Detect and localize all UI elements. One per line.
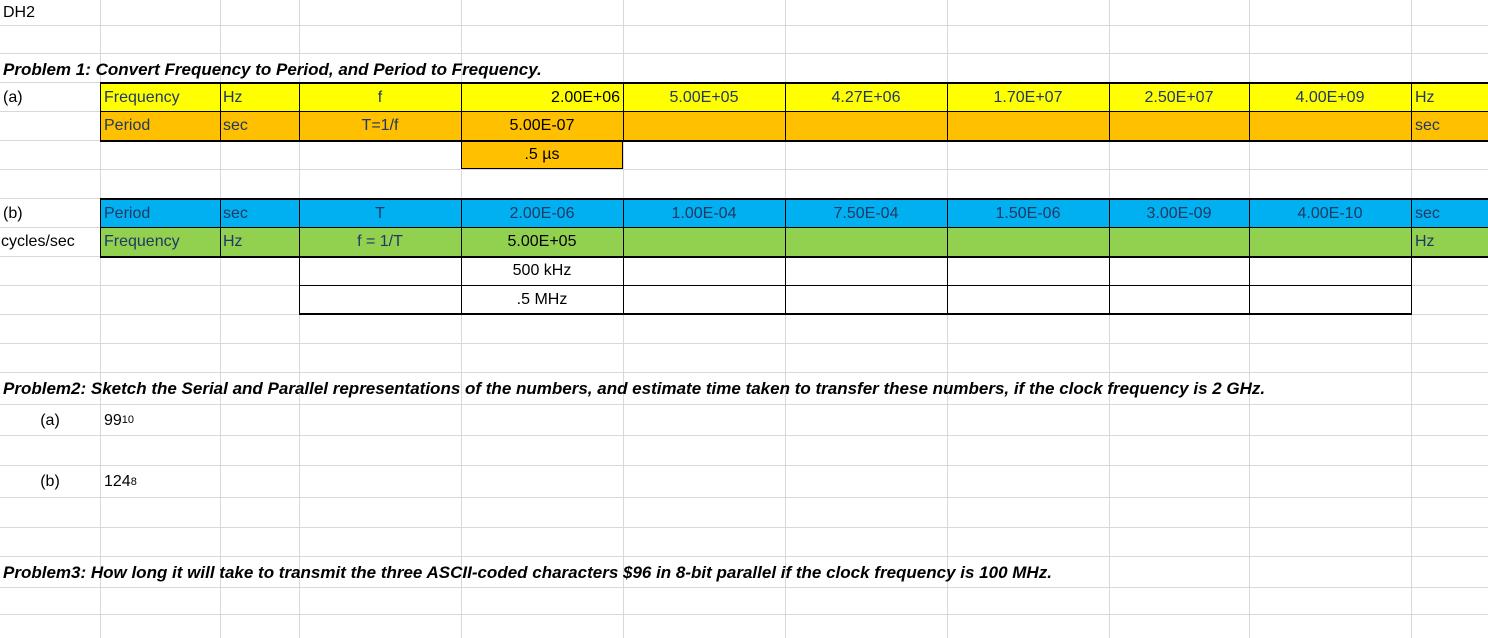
base-10: 10: [121, 414, 135, 426]
number-99: 99: [104, 411, 122, 429]
gridline-horizontal-19: [0, 556, 1488, 557]
border-a-v9: [1249, 82, 1250, 141]
gridline-horizontal-12: [0, 343, 1488, 344]
border-a-v5: [623, 82, 624, 141]
part-a-label[interactable]: (a): [3, 88, 23, 106]
border-b-v7: [947, 198, 948, 314]
cell-sec-unit[interactable]: sec: [223, 117, 248, 134]
gridline-horizontal-15: [0, 435, 1488, 436]
cell-period-b-label[interactable]: Period: [104, 204, 151, 222]
border-a-v7: [947, 82, 948, 141]
gridline-horizontal-18: [0, 527, 1488, 528]
cell-frequency-end-unit[interactable]: Hz: [1415, 88, 1435, 106]
cell-frequency-value-1[interactable]: 2.00E+06: [551, 88, 620, 106]
border-a-note-bot: [461, 168, 623, 169]
cell-formula-f[interactable]: f: [377, 88, 383, 106]
border-b-note-mid: [299, 285, 1412, 286]
cell-period-note[interactable]: .5 µs: [524, 146, 560, 163]
border-a-v6: [785, 82, 786, 141]
border-b-v6: [785, 198, 786, 314]
border-a-v8: [1109, 82, 1110, 141]
cell-sec-b-unit[interactable]: sec: [223, 204, 248, 222]
cell-period-value-1[interactable]: 5.00E-07: [509, 117, 575, 134]
border-a-v4: [461, 82, 462, 141]
cell-note-500khz[interactable]: 500 kHz: [512, 262, 572, 279]
gridline-horizontal-1: [0, 25, 1488, 26]
border-b-v5: [623, 198, 624, 314]
border-a-v2: [220, 82, 221, 141]
border-b-v1: [100, 198, 101, 257]
cell-period-b-value-3[interactable]: 7.50E-04: [833, 204, 899, 222]
border-b-mid: [100, 227, 1488, 228]
border-a-bot: [100, 140, 1488, 142]
border-b-v9: [1249, 198, 1250, 314]
border-a-v1: [100, 82, 101, 141]
border-b-v8: [1109, 198, 1110, 314]
border-b-v10: [1411, 198, 1412, 314]
problem1-heading[interactable]: Problem 1: Convert Frequency to Period, and Period to Frequency.: [3, 59, 542, 79]
border-a-note-r: [622, 141, 623, 169]
border-a-mid: [100, 111, 1488, 112]
cell-formula-t[interactable]: T=1/f: [361, 117, 399, 134]
cell-period-b-value-2[interactable]: 1.00E-04: [671, 204, 737, 222]
part-b-label[interactable]: (b): [3, 204, 23, 222]
border-b-note-bot: [299, 313, 1412, 315]
cell-frequency-b-label[interactable]: Frequency: [104, 233, 180, 250]
cell-frequency-value-4[interactable]: 1.70E+07: [993, 88, 1063, 106]
gridline-horizontal-20: [0, 587, 1488, 588]
gridline-horizontal-21: [0, 614, 1488, 615]
problem2-heading[interactable]: Problem2: Sketch the Serial and Parallel representations of the numbers, and estimate time taken to transfer these numbers, if the clock frequency is 2 GHz.: [3, 378, 1266, 398]
cell-hz-unit[interactable]: Hz: [223, 88, 243, 106]
problem3-heading[interactable]: Problem3: How long it will take to transmit the three ASCII-coded characters $96 in 8-bit parallel if the clock frequency is 100 MHz.: [3, 562, 1052, 582]
cell-frequency-b-value-1[interactable]: 5.00E+05: [507, 233, 577, 250]
cell-formula-T[interactable]: T: [375, 204, 385, 222]
cell-note-05mhz[interactable]: .5 MHz: [516, 291, 568, 308]
border-a-v3: [299, 82, 300, 141]
problem2-b-label[interactable]: (b): [40, 473, 60, 490]
cell-frequency-value-5[interactable]: 2.50E+07: [1144, 88, 1214, 106]
cell-cycles-per-sec[interactable]: cycles/sec: [1, 233, 75, 250]
cell-frequency-b-end-unit[interactable]: Hz: [1415, 233, 1435, 250]
gridline-horizontal-16: [0, 465, 1488, 466]
border-a-top: [100, 82, 1488, 84]
border-a-note-l: [461, 141, 462, 169]
cell-frequency-value-6[interactable]: 4.00E+09: [1295, 88, 1365, 106]
border-b-top: [100, 198, 1488, 200]
cell-frequency-value-3[interactable]: 4.27E+06: [831, 88, 901, 106]
cell-frequency-value-2[interactable]: 5.00E+05: [669, 88, 739, 106]
gridline-horizontal-6: [0, 169, 1488, 170]
cell-period-b-value-4[interactable]: 1.50E-06: [995, 204, 1061, 222]
cell-period-b-value-6[interactable]: 4.00E-10: [1297, 204, 1363, 222]
gridline-horizontal-13: [0, 372, 1488, 373]
problem2-b-number[interactable]: [101, 467, 220, 497]
problem2-a-label[interactable]: (a): [40, 411, 60, 429]
cell-formula-f-b[interactable]: f = 1/T: [357, 233, 403, 250]
cell-period-label[interactable]: Period: [104, 117, 151, 134]
cell-title[interactable]: DH2: [3, 3, 36, 21]
border-a-v10: [1411, 82, 1412, 141]
cell-period-b-value-5[interactable]: 3.00E-09: [1146, 204, 1212, 222]
gridline-horizontal-2: [0, 53, 1488, 54]
base-8: 8: [130, 475, 137, 488]
border-b-bot: [100, 256, 1488, 258]
border-b-v2: [220, 198, 221, 257]
gridline-horizontal-14: [0, 404, 1488, 405]
cell-period-end-unit[interactable]: sec: [1415, 117, 1440, 134]
cell-hz-b-unit[interactable]: Hz: [223, 233, 243, 250]
cell-period-b-end-unit[interactable]: sec: [1415, 204, 1440, 222]
gridline-horizontal-17: [0, 497, 1488, 498]
border-b-v4: [461, 198, 462, 314]
number-124: 124: [104, 473, 131, 490]
cell-period-b-value-1[interactable]: 2.00E-06: [509, 204, 575, 222]
cell-frequency-label[interactable]: Frequency: [104, 88, 180, 106]
border-b-v3: [299, 198, 300, 314]
problem2-a-number[interactable]: [101, 406, 220, 435]
